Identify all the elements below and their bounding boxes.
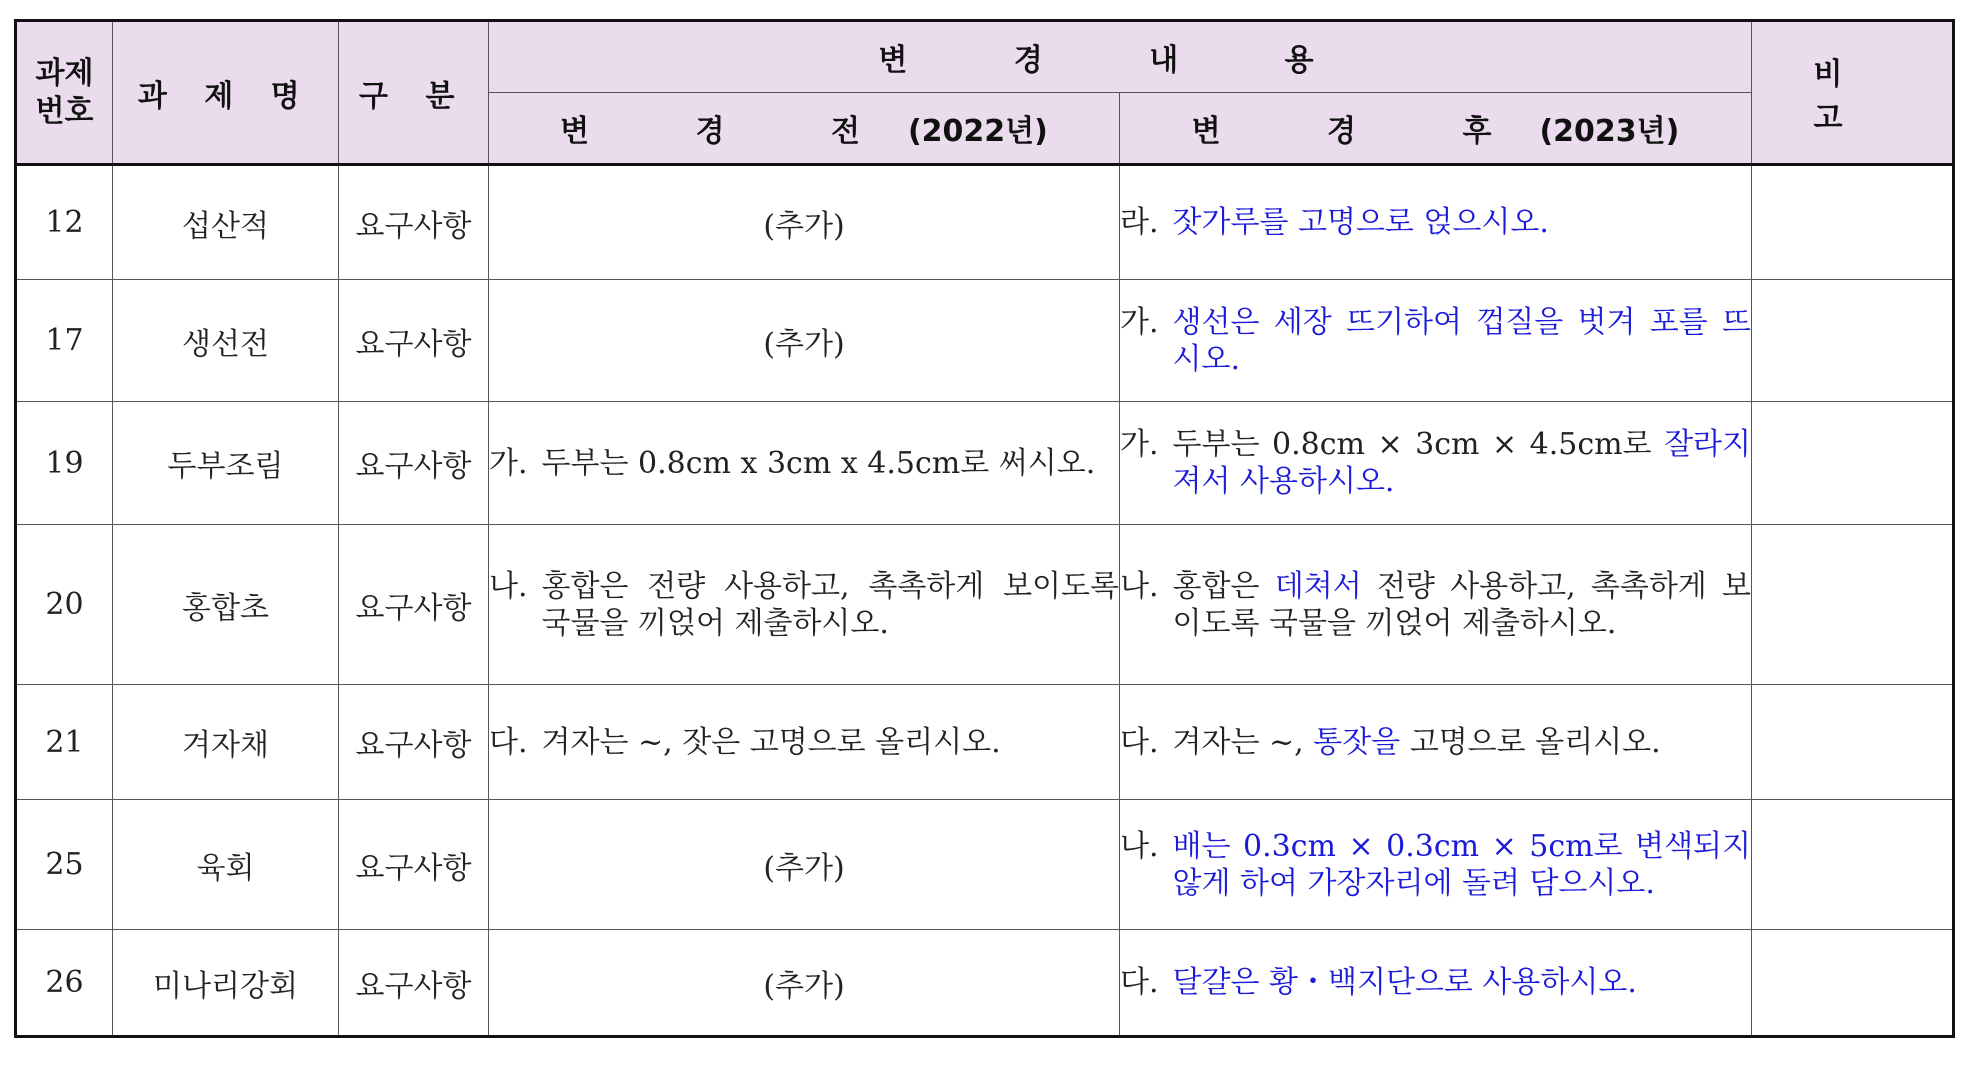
- after-text: [1173, 964, 1751, 1001]
- after-text-changed: 생선은 세장 뜨기하여 껍질을 벗겨 포를 뜨시오.: [1172, 304, 1752, 377]
- before-cell: [489, 402, 1120, 525]
- after-marker: 가.: [1120, 304, 1159, 340]
- after-marker: 나.: [1120, 568, 1159, 604]
- header-task-number-line2: 번호: [35, 93, 94, 129]
- category-cell: 요구사항: [339, 525, 489, 685]
- table-body: [16, 165, 1954, 1037]
- before-marker: 다.: [489, 724, 528, 760]
- after-text: [1173, 304, 1751, 378]
- table-row: [16, 402, 1954, 525]
- remarks-cell: [1752, 402, 1954, 525]
- after-item: [1120, 568, 1751, 642]
- after-text: [1173, 828, 1751, 902]
- after-cell: [1120, 685, 1752, 800]
- remarks-cell: [1752, 930, 1954, 1037]
- before-item: [489, 724, 1119, 761]
- after-item: [1120, 964, 1751, 1001]
- after-text-changed: 잘라지져서 사용하시오.: [1172, 427, 1752, 499]
- after-cell: [1120, 165, 1752, 280]
- after-item: [1120, 426, 1751, 500]
- header-before-year: (2022년): [907, 114, 1048, 149]
- after-cell: [1120, 525, 1752, 685]
- task-name-cell: 미나리강회: [113, 930, 339, 1037]
- before-marker: 나.: [489, 568, 528, 604]
- header-task-name: 과 제 명: [113, 21, 339, 165]
- task-number-cell: 19: [16, 402, 113, 525]
- task-name-cell: 홍합초: [113, 525, 339, 685]
- header-before-word: 변 경 전: [560, 114, 908, 149]
- before-cell: (추가): [489, 280, 1120, 402]
- remarks-cell: [1752, 525, 1954, 685]
- header-remarks: 비 고: [1752, 21, 1954, 165]
- before-marker: 가.: [489, 445, 528, 481]
- after-item: [1120, 204, 1751, 241]
- after-marker: 나.: [1120, 828, 1159, 864]
- table-row: [16, 525, 1954, 685]
- after-text-changed: 잣가루를 고명으로 얹으시오.: [1172, 205, 1549, 240]
- after-cell: [1120, 280, 1752, 402]
- task-number-cell: 25: [16, 800, 113, 930]
- category-cell: 요구사항: [339, 402, 489, 525]
- table-row: [16, 800, 1954, 930]
- remarks-cell: [1752, 800, 1954, 930]
- category-cell: 요구사항: [339, 930, 489, 1037]
- after-cell: [1120, 800, 1752, 930]
- task-name-cell: 겨자채: [113, 685, 339, 800]
- before-cell: (추가): [489, 165, 1120, 280]
- after-cell: [1120, 402, 1752, 525]
- after-text: [1173, 204, 1751, 241]
- remarks-cell: [1752, 685, 1954, 800]
- before-cell: [489, 525, 1120, 685]
- category-cell: 요구사항: [339, 685, 489, 800]
- header-after: [1120, 93, 1752, 165]
- before-cell: (추가): [489, 930, 1120, 1037]
- before-item: [489, 568, 1119, 642]
- header-category: 구 분: [339, 21, 489, 165]
- before-cell: [489, 685, 1120, 800]
- header-before: [489, 93, 1120, 165]
- before-cell: (추가): [489, 800, 1120, 930]
- after-text-plain: 겨자는 ~,: [1172, 724, 1314, 760]
- header-task-number-line1: 과제: [35, 55, 94, 91]
- remarks-cell: [1752, 165, 1954, 280]
- after-text-changed: 데쳐서: [1274, 568, 1362, 604]
- after-text-plain: 고명으로 올리시오.: [1400, 724, 1661, 760]
- task-number-cell: 20: [16, 525, 113, 685]
- before-text: 홍합은 전량 사용하고, 촉촉하게 보이도록 국물을 끼얹어 제출하시오.: [541, 568, 1119, 641]
- after-marker: 다.: [1120, 965, 1159, 1000]
- category-cell: 요구사항: [339, 280, 489, 402]
- header-change-content: 변 경 내 용: [489, 21, 1752, 93]
- task-name-cell: 두부조림: [113, 402, 339, 525]
- after-text-changed: 통잣을: [1313, 724, 1401, 760]
- after-marker: 다.: [1120, 724, 1159, 760]
- task-name-cell: 생선전: [113, 280, 339, 402]
- before-text: 겨자는 ~, 잣은 고명으로 올리시오.: [541, 724, 1001, 760]
- after-marker: 가.: [1120, 427, 1159, 462]
- task-name-cell: 육회: [113, 800, 339, 930]
- category-cell: 요구사항: [339, 165, 489, 280]
- table-header: [16, 21, 1954, 165]
- task-number-cell: 26: [16, 930, 113, 1037]
- table-row: [16, 280, 1954, 402]
- header-after-word: 변 경 후: [1191, 114, 1540, 149]
- table-row: [16, 930, 1954, 1037]
- after-text-plain: 전량 사용하고, 촉촉하게 보이도록 국물을 끼얹어 제출하시오.: [1172, 568, 1752, 641]
- after-item: [1120, 828, 1751, 902]
- before-item: [489, 445, 1119, 482]
- change-table: [14, 19, 1955, 1038]
- header-after-year: (2023년): [1539, 114, 1680, 149]
- after-marker: 라.: [1120, 205, 1159, 240]
- header-task-number: [16, 21, 113, 165]
- task-name-cell: 섭산적: [113, 165, 339, 280]
- after-text-changed: 달걀은 황・백지단으로 사용하시오.: [1172, 965, 1637, 1000]
- after-text-plain: 두부는 0.8cm × 3cm × 4.5cm로: [1172, 427, 1665, 462]
- table-row: [16, 165, 1954, 280]
- after-item: [1120, 304, 1751, 378]
- before-text: 두부는 0.8cm x 3cm x 4.5cm로 써시오.: [541, 445, 1096, 481]
- category-cell: 요구사항: [339, 800, 489, 930]
- after-item: [1120, 724, 1751, 761]
- task-number-cell: 17: [16, 280, 113, 402]
- after-text-plain: 홍합은: [1172, 568, 1275, 604]
- after-text: [1173, 724, 1751, 761]
- remarks-cell: [1752, 280, 1954, 402]
- task-number-cell: 12: [16, 165, 113, 280]
- after-text: [1173, 568, 1751, 642]
- after-text-changed: 배는 0.3cm × 0.3cm × 5cm로 변색되지 않게 하여 가장자리에 돌려 담으시오.: [1172, 828, 1752, 901]
- after-text: [1173, 426, 1751, 500]
- table-row: [16, 685, 1954, 800]
- after-cell: [1120, 930, 1752, 1037]
- task-number-cell: 21: [16, 685, 113, 800]
